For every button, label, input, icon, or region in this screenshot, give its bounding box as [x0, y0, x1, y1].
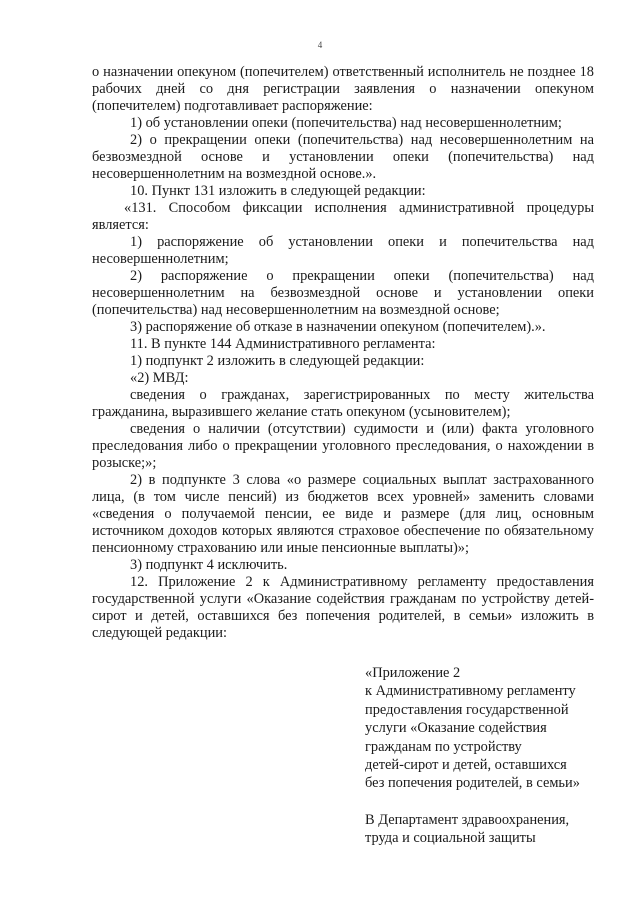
paragraph: 2) в подпункте 3 слова «о размере социальных выплат застрахованного лица, (в том числе пенсий) из бюджетов всех уровней» заменить словами «сведения о получаемой пенсии, ее виде и размере (для лиц, основным источником доходов которых являются страховое обеспечение по обязательному пенсионному страхованию или иные пенсионные выплаты)»; [92, 472, 594, 556]
paragraph: 3) подпункт 4 исключить. [130, 557, 288, 573]
addressee-block [365, 811, 615, 848]
paragraph: 2) о прекращении опеки (попечительства) над несовершеннолетним на безвозмездной основе и установлении опеки (попечительства) над несовершеннолетним на возмездной основе.». [92, 132, 594, 182]
paragraph: 1) распоряжение об установлении опеки и попечительства над несовершеннолетним; [92, 234, 594, 267]
appendix-caption [365, 664, 615, 793]
addressee-line: труда и социальной защиты [365, 830, 536, 847]
paragraph: сведения о наличии (отсутствии) судимости и (или) факта уголовного преследования либо о прекращении уголовного преследования, о нахождении в розыске;»; [92, 421, 594, 471]
addressee-line: В Департамент здравоохранения, [365, 811, 570, 828]
paragraph: 1) об установлении опеки (попечительства) над несовершеннолетним; [130, 115, 562, 131]
appendix-caption-line: детей-сирот и детей, оставшихся [365, 757, 567, 774]
paragraph: 1) подпункт 2 изложить в следующей редакции: [130, 353, 425, 369]
appendix-caption-line: предоставления государственной [365, 701, 569, 718]
paragraph: сведения о гражданах, зарегистрированных по месту жительства гражданина, выразившего желание стать опекуном (усыновителем); [92, 387, 594, 420]
appendix-caption-line: гражданам по устройству [365, 738, 522, 755]
paragraph: 11. В пункте 144 Административного регламента: [130, 336, 436, 352]
appendix-caption-line: к Административному регламенту [365, 683, 576, 700]
paragraph: 3) распоряжение об отказе в назначении опекуном (попечителем).». [130, 319, 546, 335]
paragraph: 12. Приложение 2 к Административному регламенту предоставления государственной услуги «Оказание содействия гражданам по устройству детей-сирот и детей, оставшихся без попечения родителей, в семьи» изложить в следующей редакции: [92, 574, 594, 641]
body-text [92, 64, 594, 642]
appendix-heading-block [365, 664, 615, 848]
paragraph: 10. Пункт 131 изложить в следующей редакции: [130, 183, 426, 199]
paragraph: «2) МВД: [130, 370, 189, 386]
appendix-caption-line: без попечения родителей, в семьи» [365, 775, 580, 792]
page-number: 4 [317, 40, 323, 50]
paragraph: 2) распоряжение о прекращении опеки (попечительства) над несовершеннолетним на безвозмездной основе и установлении опеки (попечительства) над несовершеннолетним на возмездной основе; [92, 268, 594, 318]
appendix-caption-line: «Приложение 2 [365, 665, 461, 681]
paragraph: «131. Способом фиксации исполнения административной процедуры является: [92, 200, 594, 233]
appendix-caption-line: услуги «Оказание содействия [365, 720, 547, 737]
paragraph: о назначении опекуном (попечителем) ответственный исполнитель не позднее 18 рабочих дней со дня регистрации заявления о назначении опекуном (попечителем) подготавливает распоряжение: [92, 64, 594, 114]
